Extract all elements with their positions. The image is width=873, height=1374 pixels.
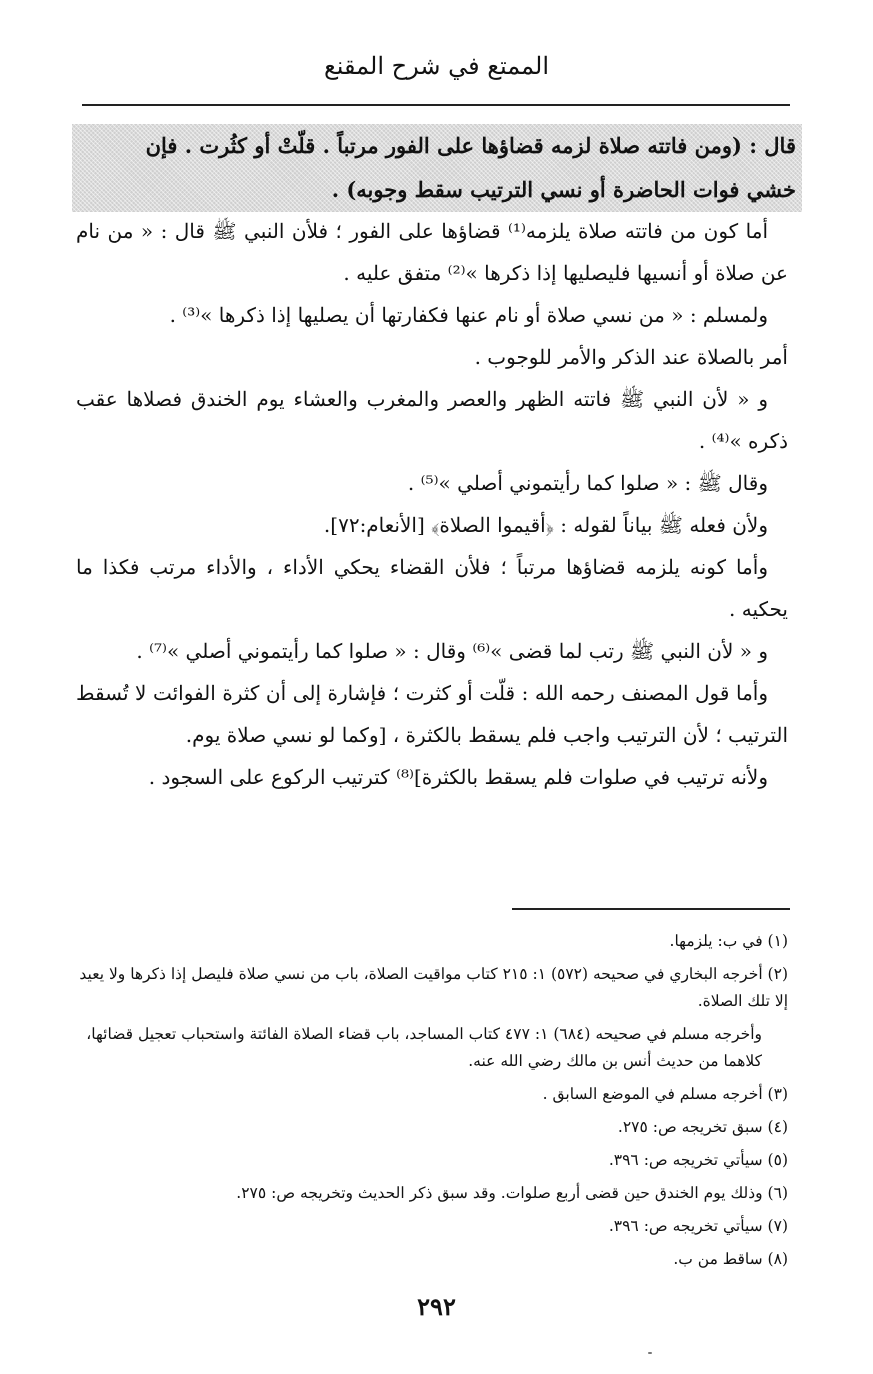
paragraph: وأما قول المصنف رحمه الله : قلّت أو كثرت ؛ فإشارة إلى أن كثرة الفوائت لا تُسقط الترتيب ؛ لأن الترتيب واجب فلم يسقط بالكثرة ، [وكما لو نسي صلاة يوم.: [76, 681, 788, 747]
matn-line: قال : (ومن فاتته صلاة لزمه قضاؤها على الفور مرتباً . قلّتْ أو كثُرت . فإن: [145, 133, 796, 158]
footnote: (٨) ساقط من ب.: [673, 1250, 788, 1268]
commentary-body: [76, 210, 788, 798]
footnotes: [70, 928, 788, 1279]
running-header: الممتع في شرح المقنع: [324, 52, 549, 80]
scan-speck: [648, 1352, 652, 1354]
footnote: (٢) أخرجه البخاري في صحيحه (٥٧٢) ١: ٢١٥ كتاب مواقيت الصلاة، باب من نسي صلاة فليصل إذا ذكرها ولا يعيد إلا تلك الصلاة.: [79, 965, 788, 1010]
paragraph: وأما كونه يلزمه قضاؤها مرتباً ؛ فلأن القضاء يحكي الأداء ، والأداء مرتب فكذا ما يحكيه .: [76, 555, 788, 621]
footnote: (٣) أخرجه مسلم في الموضع السابق .: [542, 1085, 788, 1103]
paragraph: أما كون من فاتته صلاة يلزمه⁽¹⁾ قضاؤها على الفور ؛ فلأن النبي ﷺ قال : « من نام عن صلاة أو أنسيها فليصليها إذا ذكرها »⁽²⁾ متفق عليه .: [76, 219, 788, 285]
footnote-divider: [512, 908, 790, 910]
header-divider: [82, 104, 790, 106]
matn-line: خشي فوات الحاضرة أو نسي الترتيب سقط وجوبه) .: [331, 177, 796, 202]
footnote: (٦) وذلك يوم الخندق حين قضى أربع صلوات. وقد سبق ذكر الحديث وتخريجه ص: ٢٧٥.: [236, 1184, 788, 1202]
paragraph: ولأنه ترتيب في صلوات فلم يسقط بالكثرة]⁽⁸⁾ كترتيب الركوع على السجود .: [148, 765, 768, 789]
footnote-continuation: وأخرجه مسلم في صحيحه (٦٨٤) ١: ٤٧٧ كتاب المساجد، باب قضاء الصلاة الفائتة واستحباب تعجيل قضائها، كلاهما من حديث أنس بن مالك رضي الله عنه.: [86, 1025, 762, 1070]
footnote: (٤) سبق تخريجه ص: ٢٧٥.: [617, 1118, 788, 1136]
matn-highlighted-text: [72, 124, 802, 212]
footnote: (٥) سيأتي تخريجه ص: ٣٩٦.: [608, 1151, 788, 1169]
paragraph: ولأن فعله ﷺ بياناً لقوله : ﴿أقيموا الصلاة﴾ [الأنعام:٧٢].: [323, 513, 768, 537]
paragraph: ولمسلم : « من نسي صلاة أو نام عنها فكفارتها أن يصليها إذا ذكرها »⁽³⁾ .: [169, 303, 768, 327]
footnote: (١) في ب: يلزمها.: [669, 932, 788, 950]
paragraph: و « لأن النبي ﷺ فاتته الظهر والعصر والمغرب والعشاء يوم الخندق فصلاها عقب ذكره »⁽⁴⁾ .: [76, 387, 788, 453]
page-number: ٢٩٢: [417, 1292, 456, 1321]
paragraph: و « لأن النبي ﷺ رتب لما قضى »⁽⁶⁾ وقال : « صلوا كما رأيتموني أصلي »⁽⁷⁾ .: [136, 639, 768, 663]
footnote: (٧) سيأتي تخريجه ص: ٣٩٦.: [608, 1217, 788, 1235]
paragraph: أمر بالصلاة عند الذكر والأمر للوجوب .: [474, 345, 788, 369]
paragraph: وقال ﷺ : « صلوا كما رأيتموني أصلي »⁽⁵⁾ .: [407, 471, 768, 495]
